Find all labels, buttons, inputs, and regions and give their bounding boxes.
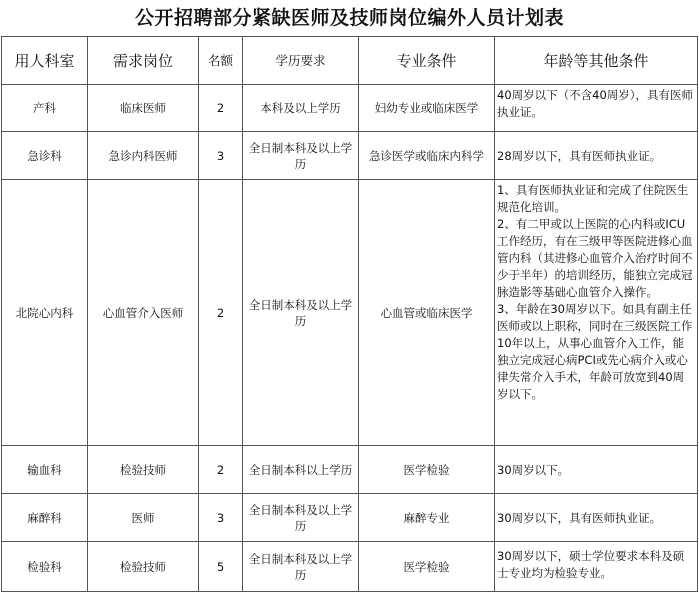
cell-dept: 麻醉科 (2, 494, 88, 542)
cell-education: 全日制本科及以上学历 (243, 494, 359, 542)
condition-item-2: 2、有二甲或以上医院的心内科或ICU工作经历，有在三级甲等医院进修心血管内科（其进修心血管介入治疗时间不少于半年）的培训经历，能独立完成冠脉造影等基础心血管介入操作。 (497, 217, 693, 299)
cell-post: 心血管介入医师 (88, 180, 199, 446)
table-header-row (2, 37, 698, 85)
table-row (2, 542, 698, 592)
cell-quota: 3 (199, 494, 243, 542)
cell-dept: 急诊科 (2, 132, 88, 180)
condition-item-3: 3、年龄在30周岁以下。如具有副主任医师或以上职称，同时在三级医院工作10年以上，从事心血管介入工作，能独立完成冠心病PCI或先心病介入或心律失常介入手术，年龄可放宽到40周岁以下。 (497, 302, 693, 401)
table-row (2, 446, 698, 494)
recruitment-plan-table (1, 36, 698, 592)
cell-dept: 检验科 (2, 542, 88, 592)
cell-post: 检验技师 (88, 542, 199, 592)
cell-quota: 5 (199, 542, 243, 592)
header-education: 学历要求 (243, 37, 359, 85)
cell-education: 全日制本科及以上学历 (243, 180, 359, 446)
table-row (2, 180, 698, 446)
table-row (2, 132, 698, 180)
cell-post: 医师 (88, 494, 199, 542)
cell-dept: 产科 (2, 85, 88, 132)
cell-quota: 2 (199, 180, 243, 446)
cell-quota: 2 (199, 446, 243, 494)
cell-major: 医学检验 (359, 446, 495, 494)
cell-major: 麻醉专业 (359, 494, 495, 542)
document-title: 公开招聘部分紧缺医师及技师岗位编外人员计划表 (134, 7, 564, 29)
cell-other (495, 180, 698, 446)
header-quota: 名额 (199, 37, 243, 85)
cell-education: 全日制本科以上学历 (243, 446, 359, 494)
cell-other: 30周岁以下，硕士学位要求本科及硕士专业均为检验专业。 (495, 542, 698, 592)
cell-other: 28周岁以下，具有医师执业证。 (495, 132, 698, 180)
cell-other: 40周岁以下（不含40周岁），具有医师执业证。 (495, 85, 698, 132)
cell-education: 本科及以上学历 (243, 85, 359, 132)
header-other: 年龄等其他条件 (495, 37, 698, 85)
table-row (2, 494, 698, 542)
cell-major: 急诊医学或临床内科学 (359, 132, 495, 180)
cell-dept: 北院心内科 (2, 180, 88, 446)
cell-post: 检验技师 (88, 446, 199, 494)
cell-major: 心血管或临床医学 (359, 180, 495, 446)
table-row (2, 85, 698, 132)
cell-quota: 2 (199, 85, 243, 132)
cell-major: 妇幼专业或临床医学 (359, 85, 495, 132)
cell-dept: 输血科 (2, 446, 88, 494)
cell-other: 30周岁以下。 (495, 446, 698, 494)
header-major: 专业条件 (359, 37, 495, 85)
cell-education: 全日制本科及以上学历 (243, 132, 359, 180)
cell-major: 医学检验 (359, 542, 495, 592)
condition-item-1: 1、具有医师执业证和完成了住院医生规范化培训。 (497, 183, 689, 214)
cell-post: 临床医师 (88, 85, 199, 132)
cell-quota: 3 (199, 132, 243, 180)
header-dept: 用人科室 (2, 37, 88, 85)
cell-education: 全日制本科及以上学历 (243, 542, 359, 592)
cell-other: 30周岁以下，具有医师执业证。 (495, 494, 698, 542)
header-post: 需求岗位 (88, 37, 199, 85)
cell-post: 急诊内科医师 (88, 132, 199, 180)
